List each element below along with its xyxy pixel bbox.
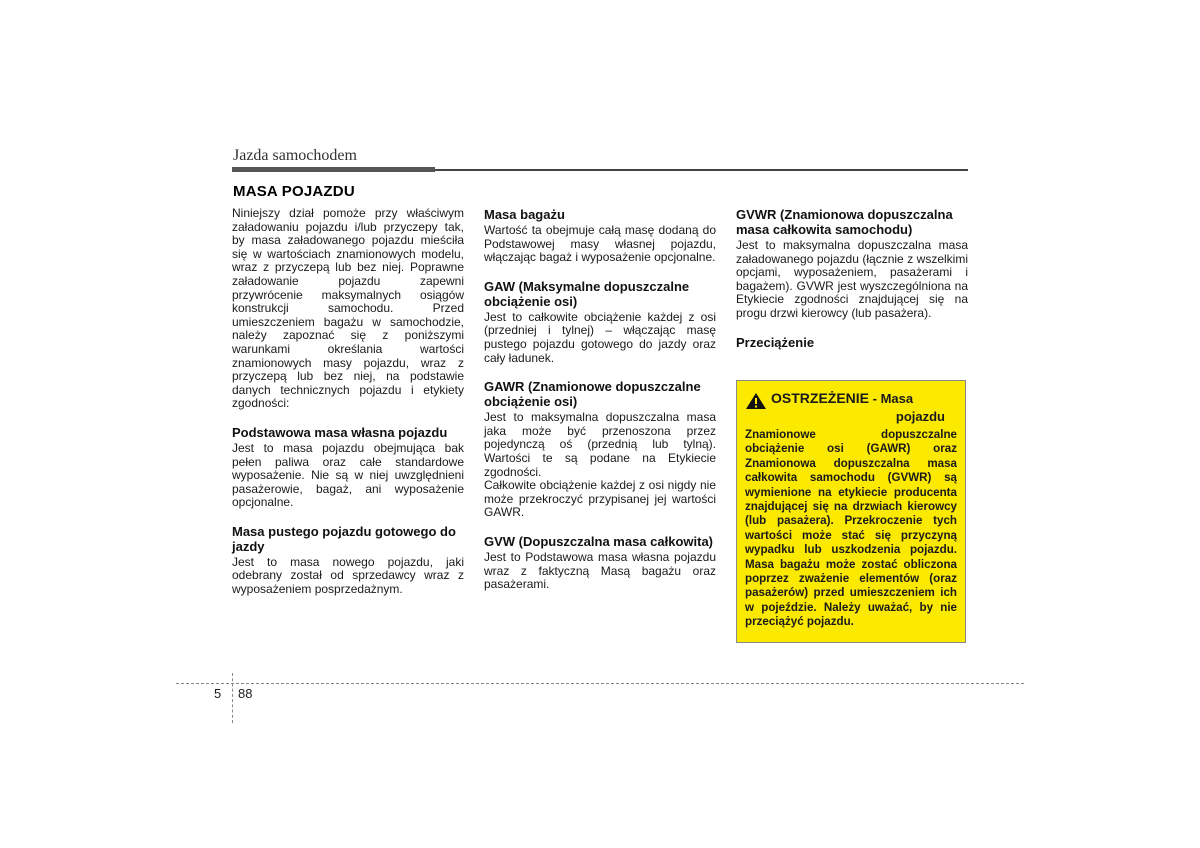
section-title: MASA POJAZDU [233, 183, 355, 200]
gawr-heading: GAWR (Znamionowe dopuszczalne obciążenie osi) [484, 379, 701, 410]
curb-weight-heading: Podstawowa masa własna pojazdu [232, 424, 448, 440]
intro-paragraph: Niniejszy dział pomoże przy właściwym załadowaniu pojazdu i/lub przyczepy tak, by masa załadowanego pojazdu mieściła się w wartościach znamionowych modelu, wraz z przyczepą lub bez niej. Poprawne załadowanie pojazdu zapewni przywrócenie maksymalnych osiągów konstrukcji samochodu. Przed umieszczeniem bagażu w samochodzie, należy zapoznać się z poniższymi warunkami określania wartości znamionowych masy pojazdu, wraz z przyczepą lub bez niej, na podstawie danych technicznych pojazdu i etykiety zgodności: [232, 206, 464, 411]
header-bar [232, 167, 435, 172]
column-2 [484, 207, 716, 592]
cargo-weight-heading: Masa bagażu [484, 207, 565, 222]
gawr-text: Jest to maksymalna dopuszczalna masa jaka może być przenoszona przez pojedynczą oś (przednią lub tylną). Wartości te są podane na Etykiecie zgodności. [484, 410, 716, 479]
gvw-heading: GVW (Dopuszczalna masa całkowita) [484, 533, 714, 549]
gaw-text: Jest to całkowite obciążenie każdej z osi (przedniej i tylnej) – włączając masę pustego pojazdu gotowego do jazdy oraz cały ładunek. [484, 309, 716, 365]
empty-vehicle-heading: Masa pustego pojazdu gotowego do jazdy [232, 523, 456, 554]
header-rule [435, 169, 968, 171]
column-1 [232, 207, 464, 597]
warning-triangle-icon [745, 392, 767, 410]
chapter-number: 5 [214, 686, 222, 701]
gvw-text: Jest to Podstawowa masa własna pojazdu wraz z faktyczną Masą bagażu oraz pasażerami. [484, 549, 716, 592]
footer-dashed-rule [176, 683, 1024, 684]
overload-heading: Przeciążenie [736, 334, 815, 350]
warning-title-line-2: pojazdu [895, 409, 945, 424]
gaw-heading: GAW (Maksymalne dopuszczalne obciążenie osi) [484, 278, 690, 309]
gvwr-text: Jest to maksymalna dopuszczalna masa załadowanego pojazdu (łącznie z wszelkimi opcjami, wyposażeniem, pasażerami i bagażem). GVWR jest wyszczególniona na Etykiecie zgodności znajdującej się na progu drzwi kierowcy (lub pasażera). [736, 238, 968, 320]
warning-label: OSTRZEŻENIE [771, 390, 870, 406]
warning-text: Znamionowe dopuszczalne obciążenie osi (GAWR) oraz Znamionowa dopuszczalna masa całkowita samochodu (GVWR) są wymienione na etykiecie producenta znajdującej się na drzwiach kierowcy (lub pasażera). Przekroczenie tych wartości może stać się przyczyną wypadku lub uszkodzenia pojazdu. Masa bagażu może zostać obliczona poprzez zważenie elementów (oraz pasażerów) przed umieszczeniem ich w pojeździe. Należy uważać, by nie przeciążyć pojazdu. [745, 428, 957, 629]
curb-weight-text: Jest to masa pojazdu obejmująca bak pełen paliwa oraz całe standardowe wyposażenie. Nie są w niej uwzględnieni pasażerowie, bagaż, ani wyposażenie opcjonalne. [232, 440, 464, 510]
empty-vehicle-text: Jest to masa nowego pojazdu, jaki odebrany został od sprzedawcy wraz z wyposażeniem posprzedażnym. [232, 554, 464, 597]
footer-vertical-rule [232, 673, 233, 723]
column-3 [736, 207, 968, 352]
warning-box [736, 380, 966, 643]
running-header: Jazda samochodem [233, 147, 357, 164]
cargo-weight-text: Wartość ta obejmuje całą masę dodaną do Podstawowej masy własnej pojazdu, włączając bagaż i wyposażenie opcjonalne. [484, 223, 716, 265]
gvwr-heading: GVWR (Znamionowa dopuszczalna masa całkowita samochodu) [736, 207, 953, 237]
page-number: 88 [238, 686, 253, 701]
gawr-text-2: Całkowite obciążenie każdej z osi nigdy nie może przekroczyć przypisanej jej wartości GAWR. [484, 478, 716, 520]
warning-title-rest: - Masa [869, 391, 914, 406]
warning-title [771, 391, 913, 406]
